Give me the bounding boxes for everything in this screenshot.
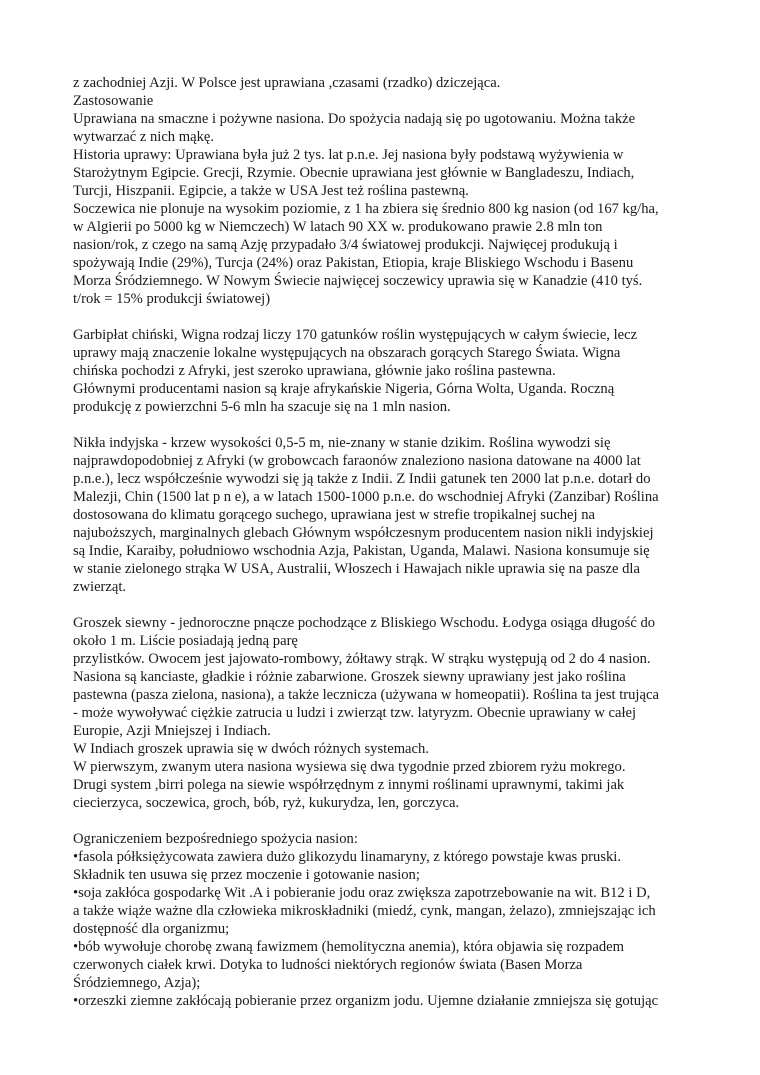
document-page xyxy=(73,74,693,1010)
text-line: około 1 m. Liście posiadają jedną parę xyxy=(73,633,298,649)
paragraph-ograniczenia xyxy=(73,830,693,1010)
text-line: chińska pochodzi z Afryki, jest szeroko uprawiana, głównie jako roślina pastewna. xyxy=(73,363,556,379)
text-line: Głównymi producentami nasion są kraje afrykańskie Nigeria, Górna Wolta, Uganda. Roczną xyxy=(73,381,615,397)
text-line: W pierwszym, zwanym utera nasiona wysiewa się dwa tygodnie przed zbiorem ryżu mokrego. xyxy=(73,759,626,775)
paragraph-spacer xyxy=(73,596,693,614)
text-line: Drugi system ,birri polega na siewie współrzędnym z innymi roślinami uprawnymi, takimi jak xyxy=(73,777,625,793)
text-line: wytwarzać z nich mąkę. xyxy=(73,129,214,145)
text-line: ciecierzyca, soczewica, groch, bób, ryż, kukurydza, len, gorczyca. xyxy=(73,795,460,811)
text-line: Nasiona są kanciaste, gładkie i różnie zabarwione. Groszek siewny uprawiany jest jako roślina xyxy=(73,669,626,685)
text-line: Morza Śródziemnego. W Nowym Świecie najwięcej soczewicy uprawia się w Kanadzie (410 tyś. xyxy=(73,273,643,289)
text-line: a także wiąże ważne dla człowieka mikroskładniki (miedź, cynk, mangan, żelazo), zmniejszając ich xyxy=(73,903,656,919)
text-line: Soczewica nie plonuje na wysokim poziomie, z 1 ha zbiera się średnio 800 kg nasion (od 167 kg/ha, xyxy=(73,201,659,217)
text-line: W Indiach groszek uprawia się w dwóch różnych systemach. xyxy=(73,741,429,757)
text-line: dostępność dla organizmu; xyxy=(73,921,230,937)
text-line: najuboższych, marginalnych glebach Głównym współczesnym producentem nasion nikli indyjskiej xyxy=(73,525,654,541)
text-line: spożywają Indie (29%), Turcja (24%) oraz Pakistan, Etiopia, kraje Bliskiego Wschodu i Basenu xyxy=(73,255,634,271)
text-line: Ograniczeniem bezpośredniego spożycia nasion: xyxy=(73,831,358,847)
text-line: - może wywoływać ciężkie zatrucia u ludzi i zwierząt tzw. latyryzm. Obecnie uprawiany w całej xyxy=(73,705,637,721)
text-line: są Indie, Karaiby, południowo wschodnia Azja, Pakistan, Uganda, Malawi. Nasiona konsumuje się xyxy=(73,543,650,559)
text-line: z zachodniej Azji. W Polsce jest uprawiana ,czasami (rzadko) dziczejąca. xyxy=(73,75,501,91)
text-line: Historia uprawy: Uprawiana była już 2 tys. lat p.n.e. Jej nasiona były podstawą wyżywienia w xyxy=(73,147,624,163)
bullet-item: •soja zakłóca gospodarkę Wit .A i pobieranie jodu oraz zwiększa zapotrzebowanie na wit. B12 i D, xyxy=(73,885,651,901)
text-line: dostosowana do klimatu gorącego suchego, uprawiana jest w strefie tropikalnej suchej na xyxy=(73,507,595,523)
text-line: t/rok = 15% produkcji światowej) xyxy=(73,291,271,307)
text-line: Groszek siewny - jednoroczne pnącze pochodzące z Bliskiego Wschodu. Łodyga osiąga długość do xyxy=(73,615,656,631)
bullet-item: •bób wywołuje chorobę zwaną fawizmem (hemolityczna anemia), która objawia się rozpadem xyxy=(73,939,624,955)
text-line: Malezji, Chin (1500 lat p n e), a w latach 1500-1000 p.n.e. do wschodniej Afryki (Zanzibar) Roślina xyxy=(73,489,659,505)
text-line: uprawy mają znaczenie lokalne występujących na obszarach gorących Starego Świata. Wigna xyxy=(73,345,621,361)
paragraph-spacer xyxy=(73,812,693,830)
text-line: Starożytnym Egipcie. Grecji, Rzymie. Obecnie uprawiana jest głównie w Bangladeszu, Indiach, xyxy=(73,165,635,181)
text-line: Garbipłat chiński, Wigna rodzaj liczy 170 gatunków roślin występujących w całym świecie, lecz xyxy=(73,327,638,343)
text-line: Europie, Azji Mniejszej i Indiach. xyxy=(73,723,271,739)
text-line: w Algierii po 5000 kg w Niemczech) W latach 90 XX w. produkowano prawie 2.8 mln ton xyxy=(73,219,603,235)
text-line: Turcji, Hiszpanii. Egipcie, a także w USA Jest też roślina pastewną. xyxy=(73,183,469,199)
paragraph-wigna xyxy=(73,326,693,416)
text-line: Składnik ten usuwa się przez moczenie i gotowanie nasion; xyxy=(73,867,420,883)
text-line: nasion/rok, z czego na samą Azję przypadało 3/4 światowej produkcji. Najwięcej produkują i xyxy=(73,237,618,253)
paragraph-spacer xyxy=(73,308,693,326)
paragraph-spacer xyxy=(73,416,693,434)
text-line: w stanie zielonego strąka W USA, Australii, Włoszech i Hawajach nikle uprawia się na pasze dla xyxy=(73,561,640,577)
paragraph-groszek xyxy=(73,614,693,812)
paragraph-intro xyxy=(73,74,693,308)
text-line: Nikła indyjska - krzew wysokości 0,5-5 m, nie-znany w stanie dzikim. Roślina wywodzi się xyxy=(73,435,611,451)
text-line: najprawdopodobniej z Afryki (w grobowcach faraonów znaleziono nasiona datowane na 4000 lat xyxy=(73,453,641,469)
text-line: Śródziemnego, Azja); xyxy=(73,975,201,991)
text-line: pastewna (pasza zielona, nasiona), a także lecznicza (używana w homeopatii). Roślina ta jest trująca xyxy=(73,687,659,703)
text-line: produkcję z powierzchni 5-6 mln ha szacuje się na 1 mln nasion. xyxy=(73,399,451,415)
text-line: przylistków. Owocem jest jajowato-rombowy, żółtawy strąk. W strąku występują od 2 do 4 nasion. xyxy=(73,651,651,667)
paragraph-nikla xyxy=(73,434,693,596)
text-line: p.n.e.), lecz współcześnie wywodzi się ją także z Indii. Z Indii gatunek ten 2000 lat p.n.e. dotarł do xyxy=(73,471,651,487)
bullet-item: •fasola półksiężycowata zawiera dużo glikozydu linamaryny, z którego powstaje kwas pruski. xyxy=(73,849,622,865)
text-line: czerwonych ciałek krwi. Dotyka to ludności niektórych regionów świata (Basen Morza xyxy=(73,957,583,973)
section-heading-zastosowanie: Zastosowanie xyxy=(73,93,154,109)
bullet-item: •orzeszki ziemne zakłócają pobieranie przez organizm jodu. Ujemne działanie zmniejsza się gotując xyxy=(73,993,659,1009)
text-line: Uprawiana na smaczne i pożywne nasiona. Do spożycia nadają się po ugotowaniu. Można także xyxy=(73,111,636,127)
text-line: zwierząt. xyxy=(73,579,127,595)
